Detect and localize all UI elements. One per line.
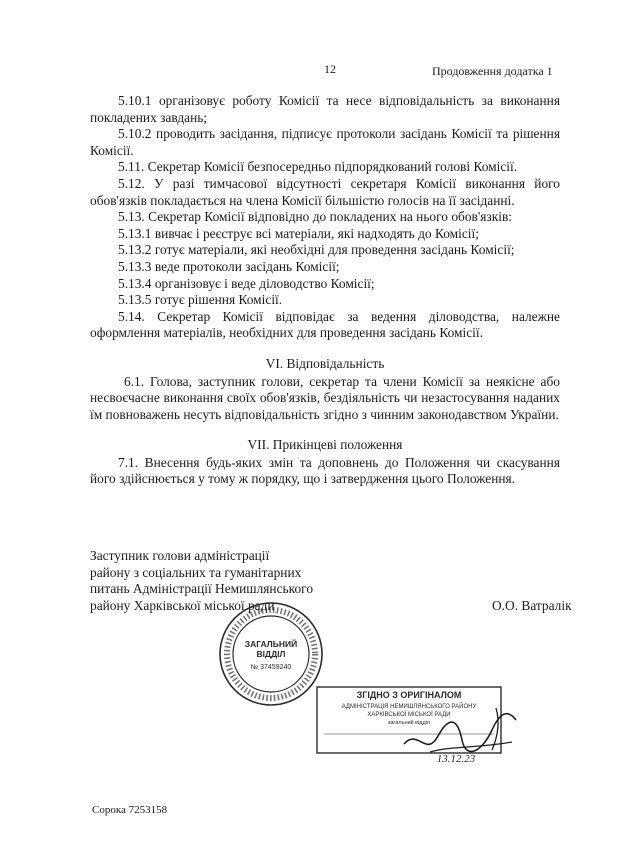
section-7-title: VII. Прикінцеві положення bbox=[247, 437, 403, 453]
footer-executor: Сорока 7253158 bbox=[92, 804, 168, 816]
paragraph-6-1: 6.1. Голова, заступник голови, секретар та члени Комісії за неякісне або несвоєчасне виконання своїх обов'язків, бездіяльність чи незастосування наданих їм повноважень несуть відповідальність згідно з чинним законодавством України. bbox=[90, 373, 560, 422]
paragraph-5-11: 5.11. Секретар Комісії безпосередньо підпорядкований голові Комісії. bbox=[118, 159, 518, 175]
continuation-label: Продовження додатка 1 bbox=[432, 64, 553, 78]
paragraph-5-13-1: 5.13.1 вивчає і реєструє всі матеріали, які надходять до Комісії; bbox=[118, 225, 479, 241]
signature-graphic bbox=[400, 700, 520, 770]
paragraph-7-1: 7.1. Внесення будь-яких змін та доповнень до Положення чи скасування його здійснюється у тому ж порядку, що і затвердження цього Положення. bbox=[90, 454, 560, 487]
stamp-title: ЗГІДНО З ОРИГІНАЛОМ bbox=[356, 690, 462, 700]
document-body bbox=[90, 93, 560, 488]
seal-line-2: ВІДДІЛ bbox=[256, 649, 286, 659]
paragraph-5-13-3: 5.13.3 веде протоколи засідань Комісії; bbox=[118, 258, 340, 274]
signature-position-line-2: району з соціальних та гуманітарних bbox=[90, 564, 302, 580]
stamp-line-2: ХАРКІВСЬКОЇ МІСЬКОЇ РАДИ bbox=[367, 712, 451, 718]
seal-line-1: ЗАГАЛЬНИЙ bbox=[244, 639, 298, 649]
round-seal bbox=[217, 600, 325, 708]
paragraph-5-14: 5.14. Секретар Комісії відповідає за ведення діловодства, належне оформлення матеріалів, необхідних для проведення засідань Комісії. bbox=[90, 308, 560, 341]
paragraph-5-12: 5.12. У разі тимчасової відсутності секретаря Комісії виконання його обов'язків покладається на члена Комісії більшістю голосів на її засіданні. bbox=[90, 175, 560, 208]
section-6-title: VI. Відповідальність bbox=[265, 355, 385, 371]
signatory-name: О.О. Ватралік bbox=[492, 598, 572, 613]
signature-position-line-4: району Харківської міської ради bbox=[90, 597, 275, 613]
paragraph-5-10-1: 5.10.1 організовує роботу Комісії та несе відповідальність за виконання покладених завдань; bbox=[90, 93, 560, 125]
paragraph-5-13-2: 5.13.2 готує матеріали, які необхідні для проведення засідань Комісії; bbox=[118, 242, 515, 258]
paragraph-5-13-5: 5.13.5 готує рішення Комісії. bbox=[118, 292, 283, 308]
round-seal-graphic bbox=[217, 600, 325, 708]
stamp-line-1: АДМІНІСТРАЦІЯ НЕМИШЛЯНСЬКОГО РАЙОНУ bbox=[341, 704, 477, 710]
seal-code: № 37459240 bbox=[250, 664, 292, 671]
paragraph-5-13-4: 5.13.4 організовує і веде діловодство Комісії; bbox=[118, 275, 375, 291]
stamp-date: 13.12.23 bbox=[436, 753, 476, 765]
page-number: 12 bbox=[324, 62, 336, 76]
handwritten-signature bbox=[400, 700, 520, 770]
stamp-line-3: загальний відділ bbox=[387, 720, 431, 726]
paragraph-5-10-2: 5.10.2 проводить засідання, підписує протоколи засідань Комісії та рішення Комісії. bbox=[90, 126, 560, 158]
signature-position-line-3: питань Адміністрації Немишлянського bbox=[90, 581, 314, 597]
signature-position-line-1: Заступник голови адміністрації bbox=[90, 548, 270, 563]
paragraph-5-13: 5.13. Секретар Комісії відповідно до покладених на нього обов'язків: bbox=[118, 209, 512, 225]
